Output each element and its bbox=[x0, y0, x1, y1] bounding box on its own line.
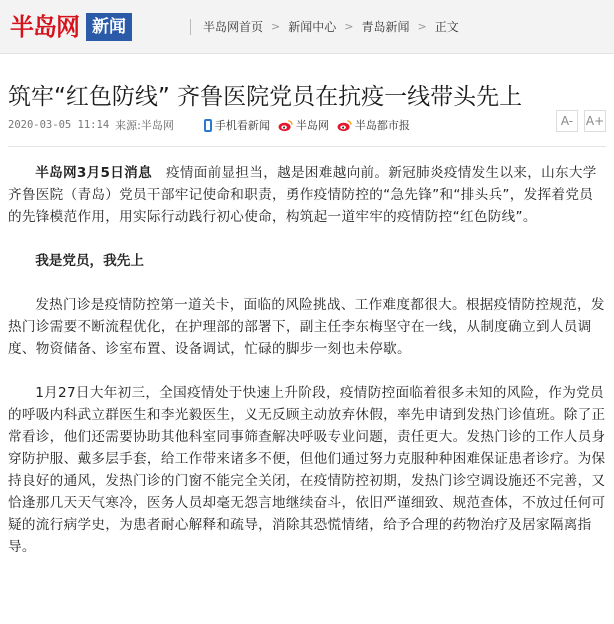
breadcrumb-qingdao-news-link[interactable]: 青岛新闻 bbox=[361, 20, 410, 34]
breadcrumb bbox=[190, 18, 459, 35]
weibo-bandao-label: 半岛网 bbox=[295, 119, 329, 132]
breadcrumb-separator-icon: > bbox=[417, 20, 427, 33]
paragraph-1-text: 疫情面前显担当，越是困难越向前。新冠肺炎疫情发生以来，山东大学齐鲁医院（青岛）党员干部牢记使命和职责，勇作疫情防控的“急先锋”和“排头兵”，发挥着党员的先锋模范作用，用实际行动践行初心使命，构筑起一道牢牢的疫情防控“红色防线”。 bbox=[8, 165, 597, 225]
top-header bbox=[0, 0, 614, 54]
breadcrumb-separator-icon: > bbox=[344, 20, 354, 33]
breadcrumb-separator-icon: > bbox=[271, 20, 281, 33]
divider-line bbox=[8, 146, 606, 147]
weibo-bandao-link[interactable] bbox=[278, 117, 329, 133]
font-increase-button[interactable]: A+ bbox=[584, 110, 606, 132]
lead-label: 半岛网3月5日消息 bbox=[35, 165, 152, 181]
article-body bbox=[8, 162, 606, 580]
site-logo[interactable]: 半岛网 bbox=[10, 12, 79, 41]
paragraph-2: 发热门诊是疫情防控第一道关卡，面临的风险挑战、工作难度都很大。根据疫情防控规范，发热门诊需要不断流程优化，在护理部的部署下，副主任李东梅坚守在一线，从制度确立到人员调度、物资储备、诊室布置、设备调试，忙碌的脚步一刻也未停歇。 bbox=[8, 297, 605, 357]
paragraph-3: 1月27日大年初三，全国疫情处于快速上升阶段，疫情防控面临着很多未知的风险，作为党员的呼吸内科武立群医生和李光毅医生，义无反顾主动放弃休假，率先申请到发热门诊值班。除了正常看诊，他们还需要协助其他科室同事筛查解决呼吸专业问题，责任更大。发热门诊的工作人员身穿防护服、戴多层手套，给工作带来诸多不便，但他们通过努力克服种种困难保证患者诊疗。为保持良好的通风，发热门诊的门窗不能完全关闭，在疫情防控初期，发热门诊空调设施还不完善，又恰逢那几天天气寒冷，医务人员却毫无怨言地继续奋斗，依旧严谨细致、规范查体，不放过任何可疑的流行病学史，为患者耐心解释和疏导，消除其恐慌情绪，给予合理的药物治疗及居家隔离指导。 bbox=[8, 385, 606, 555]
font-decrease-button[interactable]: A- bbox=[556, 110, 578, 132]
article-source: 来源:半岛网 bbox=[115, 119, 174, 132]
weibo-icon bbox=[337, 119, 352, 132]
breadcrumb-current: 正文 bbox=[434, 20, 459, 34]
breadcrumb-news-center-link[interactable]: 新闻中心 bbox=[288, 20, 337, 34]
font-size-controls bbox=[550, 110, 606, 132]
weibo-bandao-dushibao-link[interactable] bbox=[337, 117, 410, 133]
mobile-news-label: 手机看新闻 bbox=[214, 119, 270, 132]
weibo-icon bbox=[278, 119, 293, 132]
phone-icon bbox=[204, 119, 212, 132]
publish-date: 2020-03-05 11:14 bbox=[8, 119, 110, 131]
news-section-badge[interactable]: 新闻 bbox=[86, 13, 132, 41]
breadcrumb-home-link[interactable]: 半岛网首页 bbox=[203, 20, 264, 34]
article-meta bbox=[8, 114, 606, 136]
mobile-news-link[interactable] bbox=[204, 117, 270, 133]
paragraph-1 bbox=[8, 162, 606, 228]
article-title: 筑牢“红色防线” 齐鲁医院党员在抗疫一线带头先上 bbox=[8, 84, 523, 110]
weibo-bandao-dushibao-label: 半岛都市报 bbox=[354, 119, 410, 132]
breadcrumb-divider bbox=[190, 19, 191, 35]
subheading: 我是党员，我先上 bbox=[35, 253, 144, 269]
